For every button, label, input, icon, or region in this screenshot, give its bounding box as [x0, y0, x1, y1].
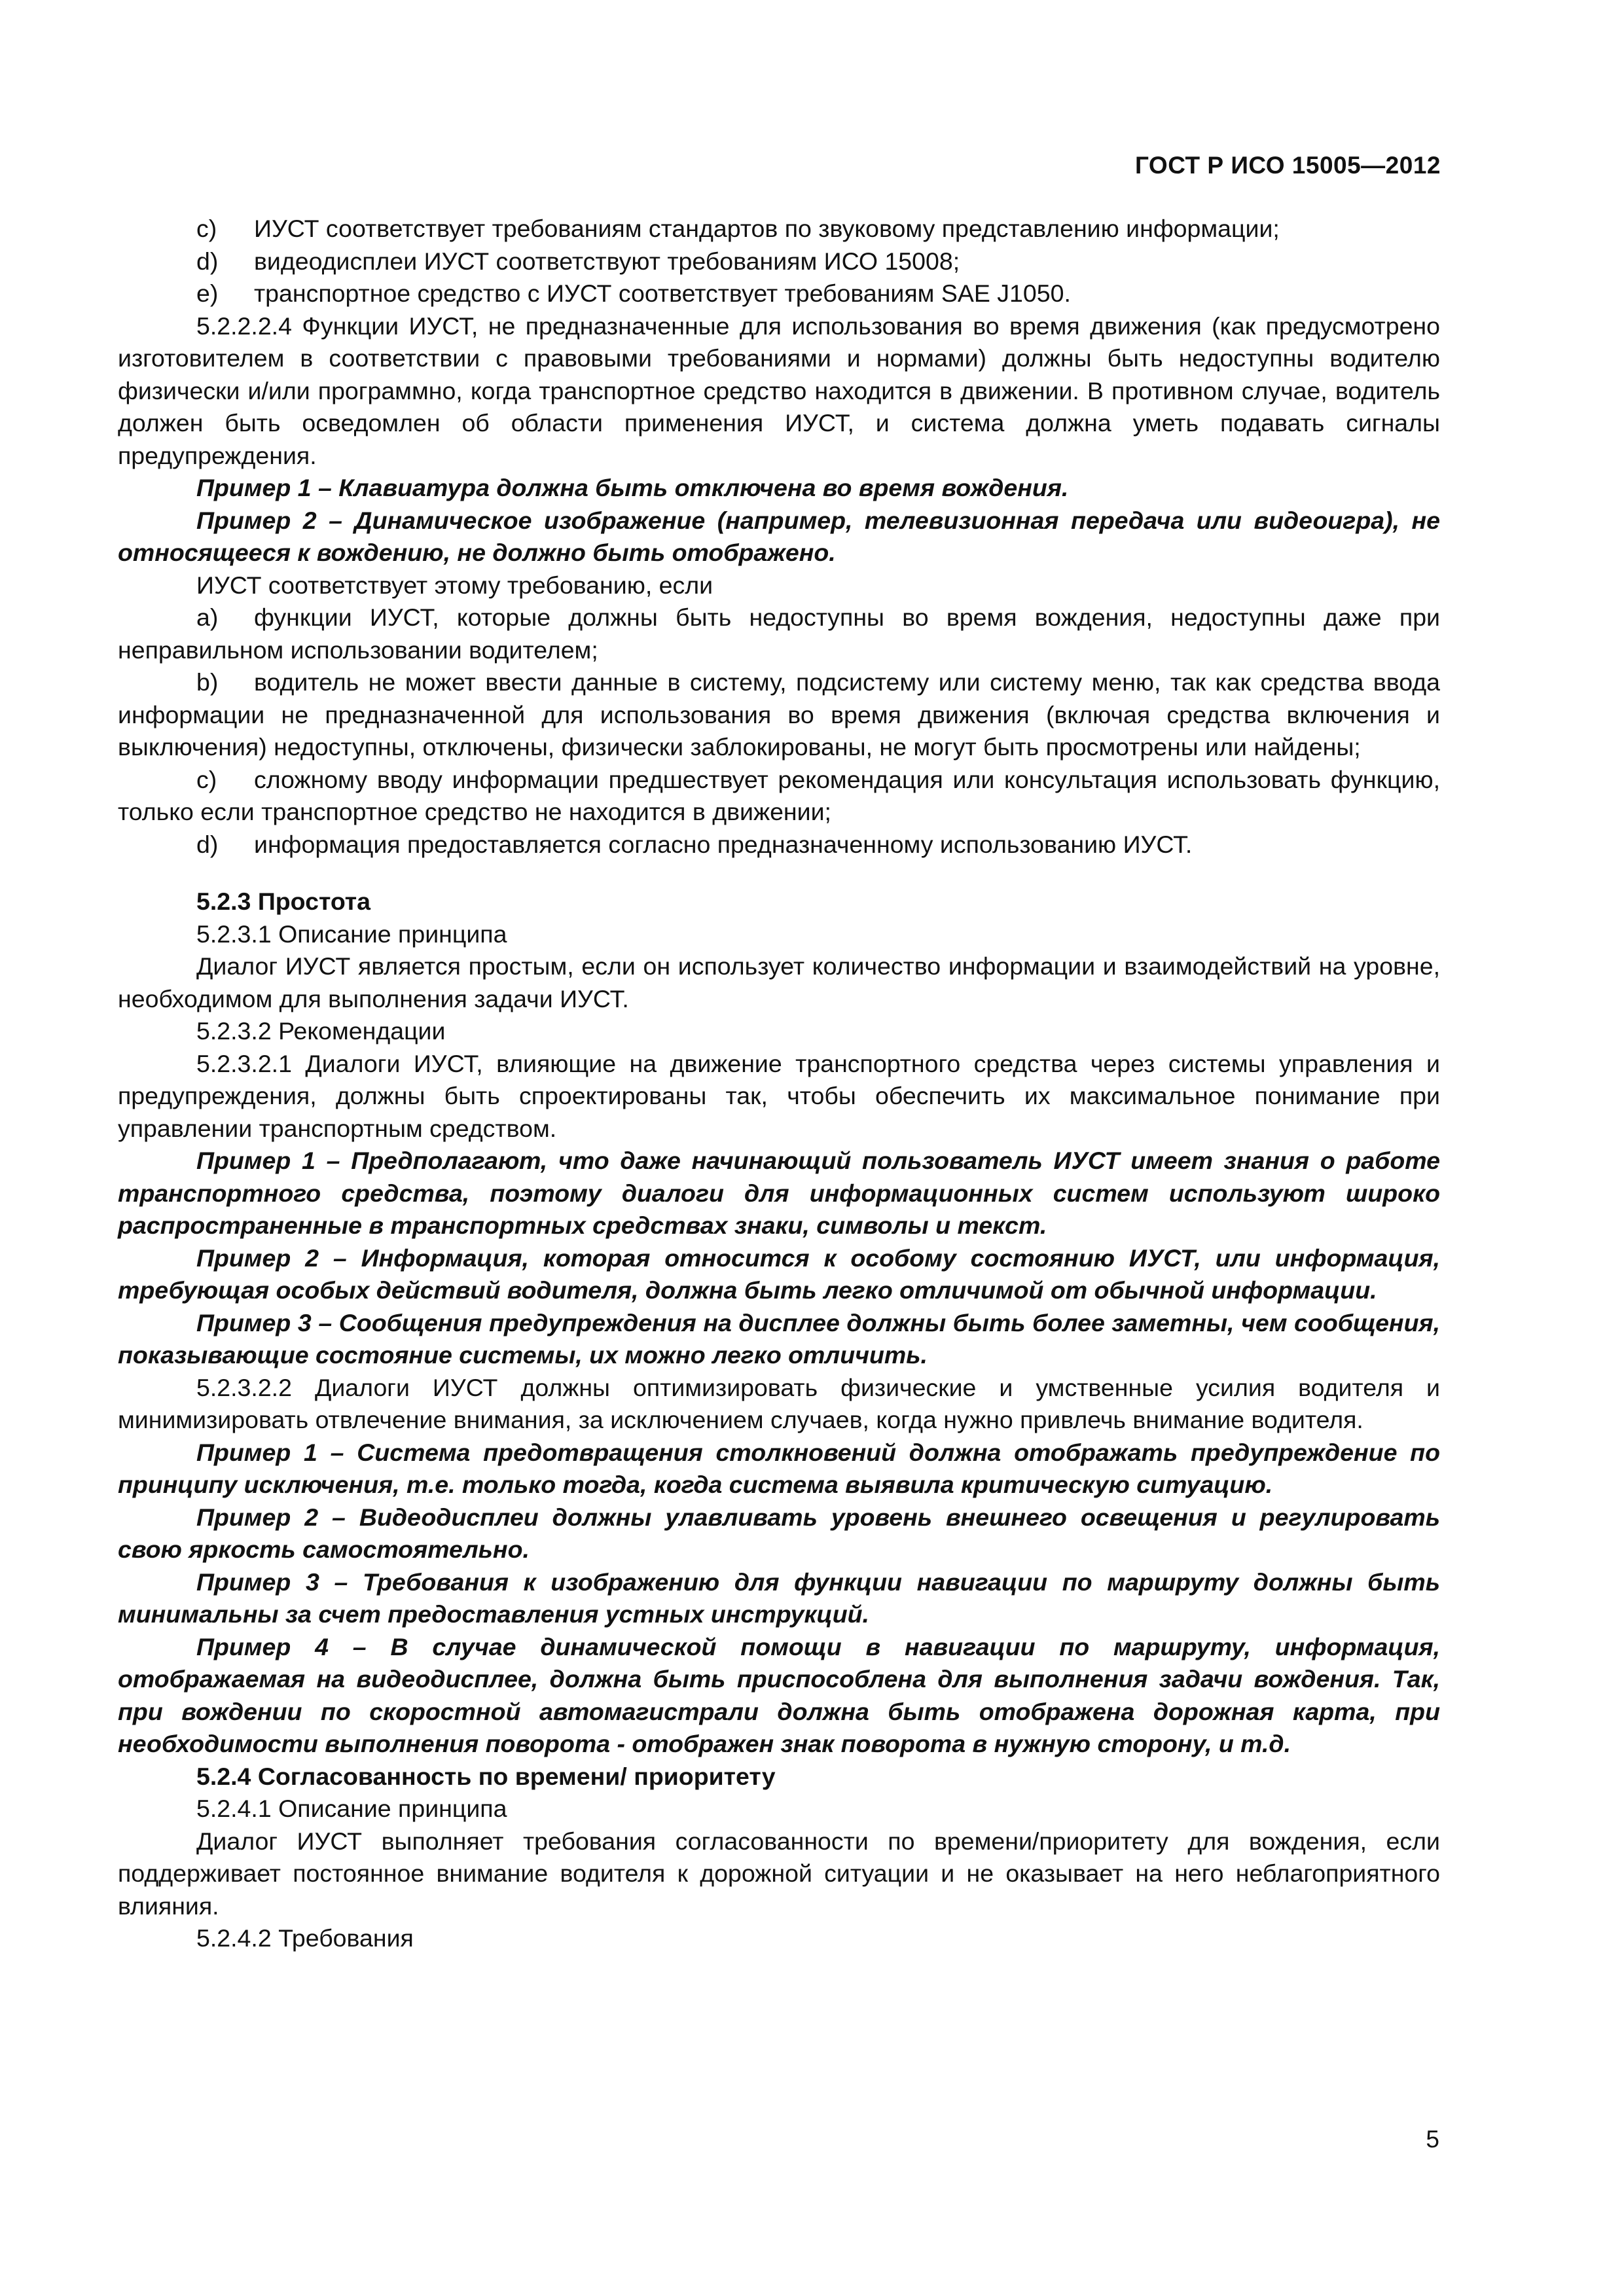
paragraph: 5.2.3.2.2 Диалоги ИУСТ должны оптимизировать физические и умственные усилия водителя и минимизировать отвлечение внимания, за исключением случаев, когда нужно привлечь внимание водителя.	[118, 1373, 1440, 1433]
example-paragraph: Пример 4 – В случае динамической помощи в навигации по маршруту, информация, отображаемая на видеодисплее, должна быть приспособлена для выполнения задачи вождения. Так, при вождении по скоростной автомагистрали должна быть отображена дорожная карта, при необходимости выполнения поворота - отображен знак поворота в нужную сторону, и т.д.	[118, 1632, 1440, 1757]
list-marker: a)	[196, 603, 219, 631]
list-marker: e)	[196, 279, 219, 307]
example-paragraph: Пример 2 – Видеодисплеи должны улавливать уровень внешнего освещения и регулировать свою яркость самостоятельно.	[118, 1503, 1440, 1563]
example-paragraph: Пример 3 – Требования к изображению для функции навигации по маршруту должны быть минимальны за счет предоставления устных инструкций.	[118, 1568, 1440, 1628]
list-marker: d)	[196, 247, 219, 275]
list-item-text: функции ИУСТ, которые должны быть недоступны во время вождения, недоступны даже при неправильном использовании водителем;	[118, 603, 1440, 664]
paragraph: 5.2.4.1 Описание принципа	[196, 1795, 507, 1822]
paragraph: Диалог ИУСТ является простым, если он использует количество информации и взаимодействий на уровне, необходимом для выполнения задачи ИУСТ.	[118, 952, 1440, 1013]
list-item	[118, 829, 1440, 861]
list-item-text: ИУСТ соответствует требованиям стандартов по звуковому представлению информации;	[254, 215, 1280, 242]
example-paragraph: Пример 1 – Предполагают, что даже начинающий пользователь ИУСТ имеет знания о работе транспортного средства, поэтому диалоги для информационных систем используют широко распространенные в транспортных средствах знаки, символы и текст.	[118, 1147, 1440, 1239]
list-item	[118, 213, 1440, 245]
paragraph: 5.2.4.2 Требования	[196, 1924, 414, 1952]
example-paragraph: Пример 1 – Система предотвращения столкновений должна отображать предупреждение по принципу исключения, т.е. только тогда, когда система выявила критическую ситуацию.	[118, 1438, 1440, 1498]
list-marker: d)	[196, 830, 219, 858]
list-marker: b)	[196, 668, 219, 696]
page-number: 5	[1426, 2126, 1439, 2153]
list-item	[118, 245, 1440, 278]
list-marker: c)	[196, 215, 217, 242]
section-heading: 5.2.4 Согласованность по времени/ приоритету	[196, 1762, 776, 1790]
document-header: ГОСТ Р ИСО 15005—2012	[1134, 152, 1441, 179]
list-item-text: видеодисплеи ИУСТ соответствуют требованиям ИСО 15008;	[254, 247, 960, 275]
list-item-text: водитель не может ввести данные в систему, подсистему или систему меню, так как средства ввода информации не предназначенной для использования во время движения (включая средства включения и выключения) недоступны, отключены, физически заблокированы, не могут быть просмотрены или найдены;	[118, 668, 1440, 761]
list-item	[118, 601, 1440, 666]
list-item-text: информация предоставляется согласно предназначенному использованию ИУСТ.	[254, 830, 1193, 858]
example-paragraph: Пример 1 – Клавиатура должна быть отключена во время вождения.	[196, 474, 1069, 501]
paragraph: 5.2.3.2.1 Диалоги ИУСТ, влияющие на движение транспортного средства через системы управления и предупреждения, должны быть спроектированы так, чтобы обеспечить их максимальное понимание при управлении транспортным средством.	[118, 1049, 1440, 1142]
paragraph: ИУСТ соответствует этому требованию, если	[196, 571, 713, 599]
example-paragraph: Пример 2 – Динамическое изображение (например, телевизионная передача или видеоигра), не относящееся к вождению, не должно быть отображено.	[118, 506, 1440, 566]
paragraph: 5.2.3.2 Рекомендации	[196, 1017, 446, 1045]
list-marker: c)	[196, 765, 217, 793]
list-item-text: транспортное средство с ИУСТ соответствует требованиям SAE J1050.	[254, 279, 1071, 307]
paragraph: Диалог ИУСТ выполняет требования согласованности по времени/приоритету для вождения, если поддерживает постоянное внимание водителя к дорожной ситуации и не оказывает на него неблагоприятного влияния.	[118, 1827, 1440, 1920]
list-item	[118, 764, 1440, 829]
paragraph: 5.2.2.2.4 Функции ИУСТ, не предназначенные для использования во время движения (как предусмотрено изготовителем в соответствии с правовыми требованиями и нормами) должны быть недоступны водителю физически и/или программно, когда транспортное средство находится в движении. В противном случае, водитель должен быть осведомлен об области применения ИУСТ, и система должна уметь подавать сигналы предупреждения.	[118, 312, 1440, 469]
section-heading: 5.2.3 Простота	[196, 888, 371, 915]
list-item	[118, 666, 1440, 764]
example-paragraph: Пример 2 – Информация, которая относится к особому состоянию ИУСТ, или информация, требующая особых действий водителя, должна быть легко отличимой от обычной информации.	[118, 1244, 1440, 1304]
list-item	[118, 278, 1440, 310]
document-body	[118, 213, 1440, 1955]
list-item-text: сложному вводу информации предшествует рекомендация или консультация использовать функцию, только если транспортное средство не находится в движении;	[118, 765, 1440, 825]
paragraph: 5.2.3.1 Описание принципа	[196, 920, 507, 948]
example-paragraph: Пример 3 – Сообщения предупреждения на дисплее должны быть более заметны, чем сообщения, показывающие состояние системы, их можно легко отличить.	[118, 1308, 1440, 1369]
